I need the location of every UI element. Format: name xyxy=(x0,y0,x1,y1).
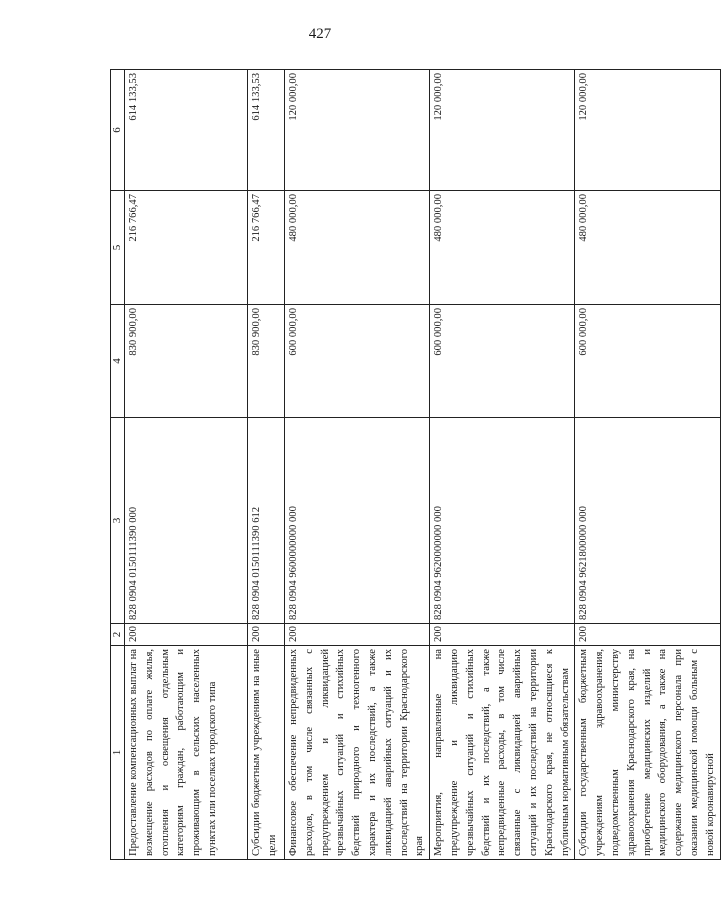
row-value-col4: 600 000,00 xyxy=(285,305,430,418)
row-name: Предоставление компенсационных выплат на возмещение расходов по оплате жилья, отопления и освещения отдельным категориям граждан, работающим и проживающим в сельских населенных пунктах или поселках городского типа xyxy=(125,646,248,860)
row-value-col6: 614 133,53 xyxy=(248,70,285,191)
row-name: Субсидии бюджетным учреждениям на иные цели xyxy=(248,646,285,860)
table-header-row xyxy=(111,70,125,860)
budget-table xyxy=(110,69,721,860)
row-code: 828 0904 0150111390 000 xyxy=(125,418,248,624)
row-group: 200 xyxy=(430,624,575,646)
row-name: Субсидии государственным бюджетным учреждениям здравоохранения, подведомственным министерству здравоохранения Краснодарского края, на приобретение медицинских изделий и медицинского оборудования, а также на содержание медицинского персонала при оказании медицинской помощи больным с новой коронавирусной xyxy=(575,646,720,860)
row-code: 828 0904 9600000000 000 xyxy=(285,418,430,624)
table-row xyxy=(248,70,285,860)
row-group: 200 xyxy=(285,624,430,646)
row-name: Мероприятия, направленные на предупреждение и ликвидацию чрезвычайных ситуаций и стихийных бедствий и их последствий, а также непредвиденные расходы, в том числе связанные с ликвидацией аварийных ситуаций и их последствий на территории Краснодарского края, не относящиеся к публичным нормативным обязательствам xyxy=(430,646,575,860)
row-value-col5: 216 766,47 xyxy=(125,191,248,305)
header-cell: 4 xyxy=(111,305,125,418)
row-value-col5: 216 766,47 xyxy=(248,191,285,305)
row-value-col5: 480 000,00 xyxy=(430,191,575,305)
row-value-col6: 614 133,53 xyxy=(125,70,248,191)
row-group: 200 xyxy=(125,624,248,646)
table-row xyxy=(575,70,720,860)
row-code: 828 0904 0150111390 612 xyxy=(248,418,285,624)
header-cell: 3 xyxy=(111,418,125,624)
table-row xyxy=(125,70,248,860)
row-code: 828 0904 9621800000 000 xyxy=(575,418,720,624)
row-value-col4: 600 000,00 xyxy=(575,305,720,418)
header-cell: 6 xyxy=(111,70,125,191)
row-code: 828 0904 9620000000 000 xyxy=(430,418,575,624)
row-value-col4: 600 000,00 xyxy=(430,305,575,418)
row-group: 200 xyxy=(248,624,285,646)
table-row xyxy=(430,70,575,860)
row-value-col4: 830 900,00 xyxy=(125,305,248,418)
page-number: 427 xyxy=(308,26,332,42)
row-value-col5: 480 000,00 xyxy=(285,191,430,305)
rotated-table-container xyxy=(110,70,716,860)
row-value-col6: 120 000,00 xyxy=(430,70,575,191)
row-value-col5: 480 000,00 xyxy=(575,191,720,305)
row-name: Финансовое обеспечение непредвиденных расходов, в том числе связанных с предупреждением и ликвидацией чрезвычайных ситуаций и стихийных бедствий природного и техногенного характера и их последствий, а также ликвидацией аварийных ситуаций и их последствий на территории Краснодарского края xyxy=(285,646,430,860)
row-group: 200 xyxy=(575,624,720,646)
row-value-col6: 120 000,00 xyxy=(575,70,720,191)
header-cell: 2 xyxy=(111,624,125,646)
row-value-col6: 120 000,00 xyxy=(285,70,430,191)
header-cell: 1 xyxy=(111,646,125,860)
table-row xyxy=(285,70,430,860)
row-value-col4: 830 900,00 xyxy=(248,305,285,418)
header-cell: 5 xyxy=(111,191,125,305)
